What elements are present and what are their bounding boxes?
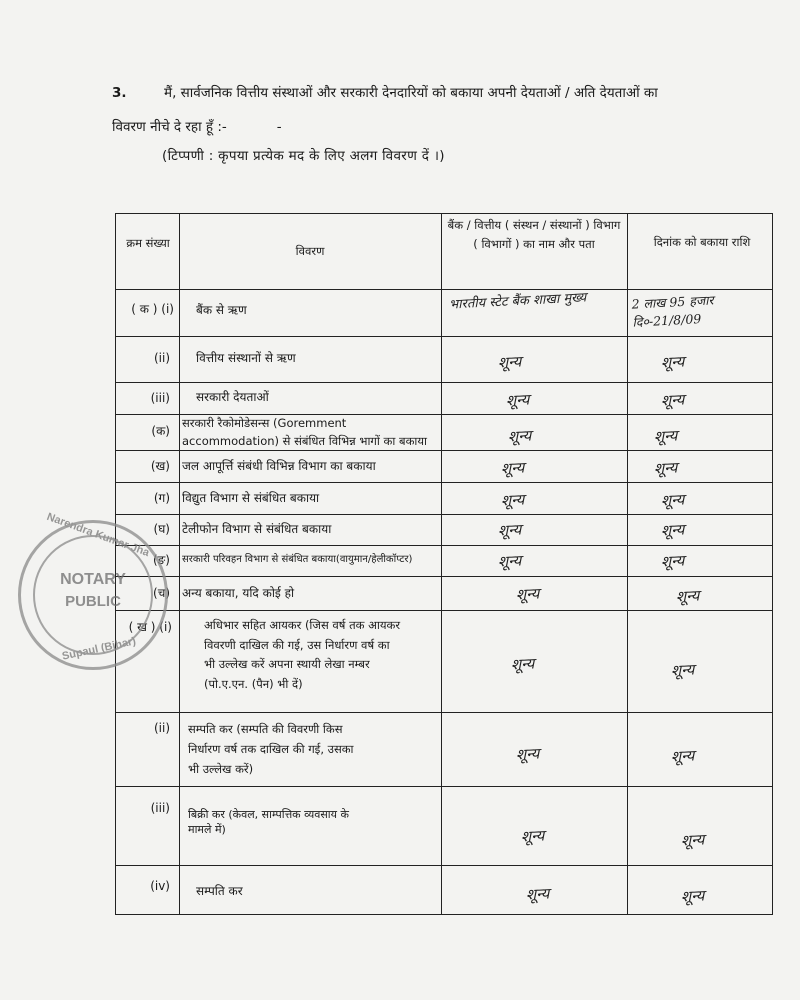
col-divider xyxy=(179,214,180,914)
serial-cell: (च) xyxy=(153,586,170,600)
handwritten-bank: शून्य xyxy=(497,352,522,372)
handwritten-bank: शून्य xyxy=(510,654,535,674)
details-cell: जल आपूर्त्ति संबंधी विभिन्न विभाग का बकाया xyxy=(182,459,376,473)
intro-line-1: मैं, सार्वजनिक वित्तीय संस्थाओं और सरकारी देनदारियों को बकाया अपनी देयताओं / अति देयताओं का xyxy=(164,85,658,101)
intro-line-2: विवरण नीचे दे रहा हूँ :- xyxy=(112,119,227,135)
header-amount: दिनांक को बकाया राशि xyxy=(653,235,751,249)
header-bank: बैंक / वित्तीय ( संस्थन / संस्थानों ) विभाग ( विभागों ) का नाम और पता xyxy=(447,218,621,251)
handwritten-amount: शून्य xyxy=(660,551,685,571)
row-divider xyxy=(116,712,772,713)
intro-dash: - xyxy=(276,119,282,135)
handwritten-amount: शून्य xyxy=(653,426,678,446)
serial-cell: (iii) xyxy=(150,391,170,405)
serial-cell: ( ख ) (i) xyxy=(128,620,172,634)
serial-cell: (ख) xyxy=(150,459,170,473)
serial-cell: (iii) xyxy=(150,801,170,815)
details-cell: बैंक से ऋण xyxy=(196,303,247,317)
note-text: (टिप्पणी : कृपया प्रत्येक मद के लिए अलग विवरण दें ।) xyxy=(162,148,445,164)
row-divider xyxy=(116,289,772,290)
handwritten-amount: शून्य xyxy=(653,458,678,478)
handwritten-bank: शून्य xyxy=(497,520,522,540)
serial-cell: (ii) xyxy=(153,351,170,365)
handwritten-amount: शून्य xyxy=(660,490,685,510)
row-divider xyxy=(116,545,772,546)
handwritten-amount: शून्य xyxy=(660,520,685,540)
handwritten-bank: शून्य xyxy=(497,551,522,571)
serial-cell: (iv) xyxy=(150,879,170,893)
serial-cell: (क) xyxy=(151,424,170,438)
details-cell: टेलीफोन विभाग से संबंधित बकाया xyxy=(182,522,332,536)
handwritten-bank: शून्य xyxy=(520,826,545,846)
handwritten-bank: शून्य xyxy=(500,490,525,510)
serial-cell: (ङ) xyxy=(152,553,170,567)
details-cell: सरकारी परिवहन विभाग से संबंधित बकाया(वायुमान/हेलीकॉप्टर) xyxy=(182,554,413,565)
handwritten-bank: शून्य xyxy=(515,584,540,604)
serial-cell: ( क ) (i) xyxy=(131,302,174,316)
row-divider xyxy=(116,610,772,611)
stamp-top-text: Narendra Kumar Jha xyxy=(45,510,151,560)
row-divider xyxy=(116,865,772,866)
serial-cell: (ग) xyxy=(153,491,170,505)
handwritten-bank: शून्य xyxy=(500,458,525,478)
handwritten-amount: शून्य xyxy=(670,746,695,766)
stamp-line-2: PUBLIC xyxy=(65,593,121,610)
details-cell: अधिभार सहित आयकर (जिस वर्ष तक आयकर विवरणी दाखिल की गई, उस निर्धारण वर्ष का भी उल्लेख करें अपना स्थायी लेखा नम्बर (पो.ए.एन. (पैन) भी दें) xyxy=(204,618,401,691)
details-cell: सरकारी देयताओं xyxy=(196,390,269,404)
handwritten-bank: शून्य xyxy=(507,426,532,446)
col-divider xyxy=(441,214,442,914)
row-divider xyxy=(116,514,772,515)
handwritten-amount: शून्य xyxy=(660,352,685,372)
handwritten-amount: शून्य xyxy=(660,390,685,410)
intro-paragraph xyxy=(112,76,772,144)
handwritten-bank: शून्य xyxy=(515,744,540,764)
details-cell: सरकारी रैकोमोडेसन्स (Goremment accommodation) से संबंधित विभिन्न भागों का बकाया xyxy=(182,416,428,448)
details-cell: वित्तीय संस्थानों से ऋण xyxy=(196,351,296,365)
handwritten-amount: शून्य xyxy=(680,886,705,906)
details-cell: बिक्री कर (केवल, साम्पत्तिक व्यवसाय के मामले में) xyxy=(188,808,349,836)
details-cell: सम्पति कर (सम्पति की विवरणी किस निर्धारण वर्ष तक दाखिल की गई, उसका भी उल्लेख करें) xyxy=(188,722,354,776)
stamp-line-1: NOTARY xyxy=(60,571,126,588)
details-cell: विद्युत विभाग से संबंधित बकाया xyxy=(182,491,320,505)
section-number: 3. xyxy=(112,85,127,101)
details-cell: सम्पति कर xyxy=(196,884,243,898)
handwritten-bank: भारतीय स्टेट बैंक शाखा मुख्य xyxy=(448,290,587,313)
liabilities-table xyxy=(115,213,773,915)
serial-cell: (घ) xyxy=(153,522,170,536)
handwritten-amount: शून्य xyxy=(675,586,700,606)
details-cell: अन्य बकाया, यदि कोई हो xyxy=(182,586,295,600)
row-divider xyxy=(116,482,772,483)
header-serial: क्रम संख्या xyxy=(126,236,170,250)
row-divider xyxy=(116,450,772,451)
row-divider xyxy=(116,336,772,337)
header-details: विवरण xyxy=(295,244,325,258)
notary-stamp xyxy=(18,510,168,670)
handwritten-amount: शून्य xyxy=(670,660,695,680)
col-divider xyxy=(627,214,628,914)
handwritten-amount: शून्य xyxy=(680,830,705,850)
handwritten-bank: शून्य xyxy=(505,390,530,410)
handwritten-bank: शून्य xyxy=(525,884,550,904)
row-divider xyxy=(116,576,772,577)
serial-cell: (ii) xyxy=(153,721,170,735)
row-divider xyxy=(116,786,772,787)
row-divider xyxy=(116,382,772,383)
stamp-bottom-text: Supaul (Bihar) xyxy=(60,635,138,663)
handwritten-amount: 2 लाख 95 हजार दि०-21/8/09 xyxy=(631,292,714,330)
